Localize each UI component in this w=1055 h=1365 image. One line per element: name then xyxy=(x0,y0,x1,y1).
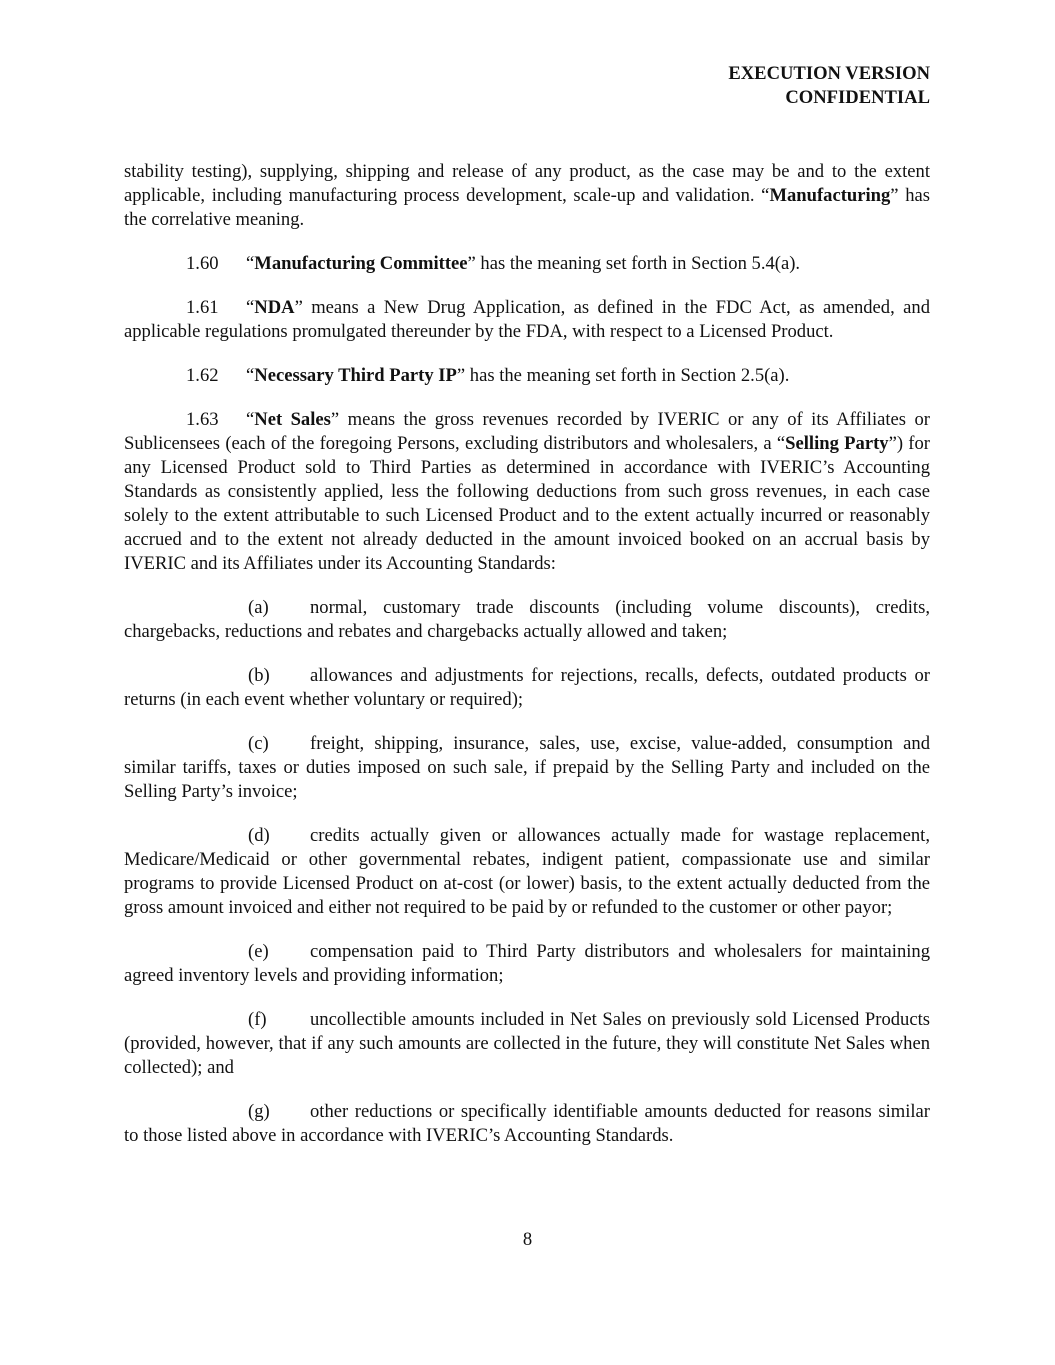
subitem-text: compensation paid to Third Party distributors and wholesalers for maintaining agreed inventory levels and providing information; xyxy=(124,941,930,986)
definition-1-61 xyxy=(124,296,930,344)
subitem-label: (e) xyxy=(248,941,269,962)
quote-open: “ xyxy=(246,365,255,386)
quote-open: “ xyxy=(246,253,255,274)
defined-term: Net Sales xyxy=(254,409,331,430)
subitem-label: (d) xyxy=(248,825,270,846)
subitem-text: freight, shipping, insurance, sales, use, excise, value-added, consumption and similar tariffs, taxes or duties imposed on such sale, if prepaid by the Selling Party and included on the Selling Party’s invoice; xyxy=(124,733,930,802)
subitem-label: (b) xyxy=(248,665,270,686)
header-execution-version: EXECUTION VERSION xyxy=(728,63,930,84)
section-number: 1.60 xyxy=(186,253,219,274)
subitem-label: (f) xyxy=(248,1009,267,1030)
subitem-b xyxy=(124,664,930,712)
continuation-paragraph xyxy=(124,160,930,232)
subitem-text: other reductions or specifically identifiable amounts deducted for reasons similar to those listed above in accordance with IVERIC’s Accounting Standards. xyxy=(124,1101,930,1146)
section-number: 1.61 xyxy=(186,297,219,318)
subitem-text: allowances and adjustments for rejections, recalls, defects, outdated products or returns (in each event whether voluntary or required); xyxy=(124,665,930,710)
definition-text: ” means a New Drug Application, as defined in the FDC Act, as amended, and applicable regulations promulgated thereunder by the FDA, with respect to a Licensed Product. xyxy=(124,297,930,342)
definition-text: ”) for any Licensed Product sold to Third Parties as determined in accordance with IVERIC’s Accounting Standards as consistently applied, less the following deductions from such gross revenues, in each case solely to the extent attributable to such Licensed Product and to the extent actually incurred or reasonably accrued and to the extent not already deducted in the amount invoiced booked on an accrual basis by IVERIC and its Affiliates under its Accounting Standards: xyxy=(124,433,930,574)
definition-1-60 xyxy=(124,252,930,276)
subitem-e xyxy=(124,940,930,988)
continuation-text-a: stability testing), supplying, shipping and release of any product, as the case may be and to the extent applicable, including manufacturing process development, scale-up and validation. “ xyxy=(124,161,930,206)
section-number: 1.63 xyxy=(186,409,219,430)
defined-term: Necessary Third Party IP xyxy=(254,365,457,386)
document-body xyxy=(124,160,930,1148)
subitem-text: credits actually given or allowances actually made for wastage replacement, Medicare/Medicaid or other governmental rebates, indigent patient, compassionate use and similar programs to provide Licensed Product on at-cost (or lower) basis, to the extent actually deducted from the gross amount invoiced and either not required to be paid by or refunded to the customer or other payor; xyxy=(124,825,930,918)
defined-term-manufacturing: Manufacturing xyxy=(769,185,891,206)
document-page xyxy=(124,62,930,1168)
subitem-label: (a) xyxy=(248,597,269,618)
quote-open: “ xyxy=(246,409,255,430)
quote-open: “ xyxy=(246,297,255,318)
subitem-text: uncollectible amounts included in Net Sales on previously sold Licensed Products (provided, however, that if any such amounts are collected in the future, they will constitute Net Sales when collected); and xyxy=(124,1009,930,1078)
defined-term: Manufacturing Committee xyxy=(254,253,468,274)
subitem-d xyxy=(124,824,930,920)
section-number: 1.62 xyxy=(186,365,219,386)
definition-text: ” has the meaning set forth in Section 5.4(a). xyxy=(467,253,801,274)
continuation-text-b: ” has the correlative meaning. xyxy=(124,185,930,230)
definition-text: ” has the meaning set forth in Section 2.5(a). xyxy=(456,365,790,386)
defined-term-selling-party: Selling Party xyxy=(785,433,889,454)
subitem-label: (g) xyxy=(248,1101,270,1122)
header-confidential: CONFIDENTIAL xyxy=(785,87,930,108)
subitem-f xyxy=(124,1008,930,1080)
document-header xyxy=(124,62,930,110)
definition-text: ” means the gross revenues recorded by IVERIC or any of its Affiliates or Sublicensees (each of the foregoing Persons, excluding distributors and wholesalers, a “ xyxy=(124,409,930,454)
subitem-label: (c) xyxy=(248,733,269,754)
subitem-c xyxy=(124,732,930,804)
page-number: 8 xyxy=(522,1229,533,1250)
definition-1-62 xyxy=(124,364,930,388)
defined-term: NDA xyxy=(254,297,295,318)
subitem-a xyxy=(124,596,930,644)
subitem-text: normal, customary trade discounts (including volume discounts), credits, chargebacks, reductions and rebates and chargebacks actually allowed and taken; xyxy=(124,597,930,642)
definition-1-63 xyxy=(124,408,930,576)
subitem-g xyxy=(124,1100,930,1148)
